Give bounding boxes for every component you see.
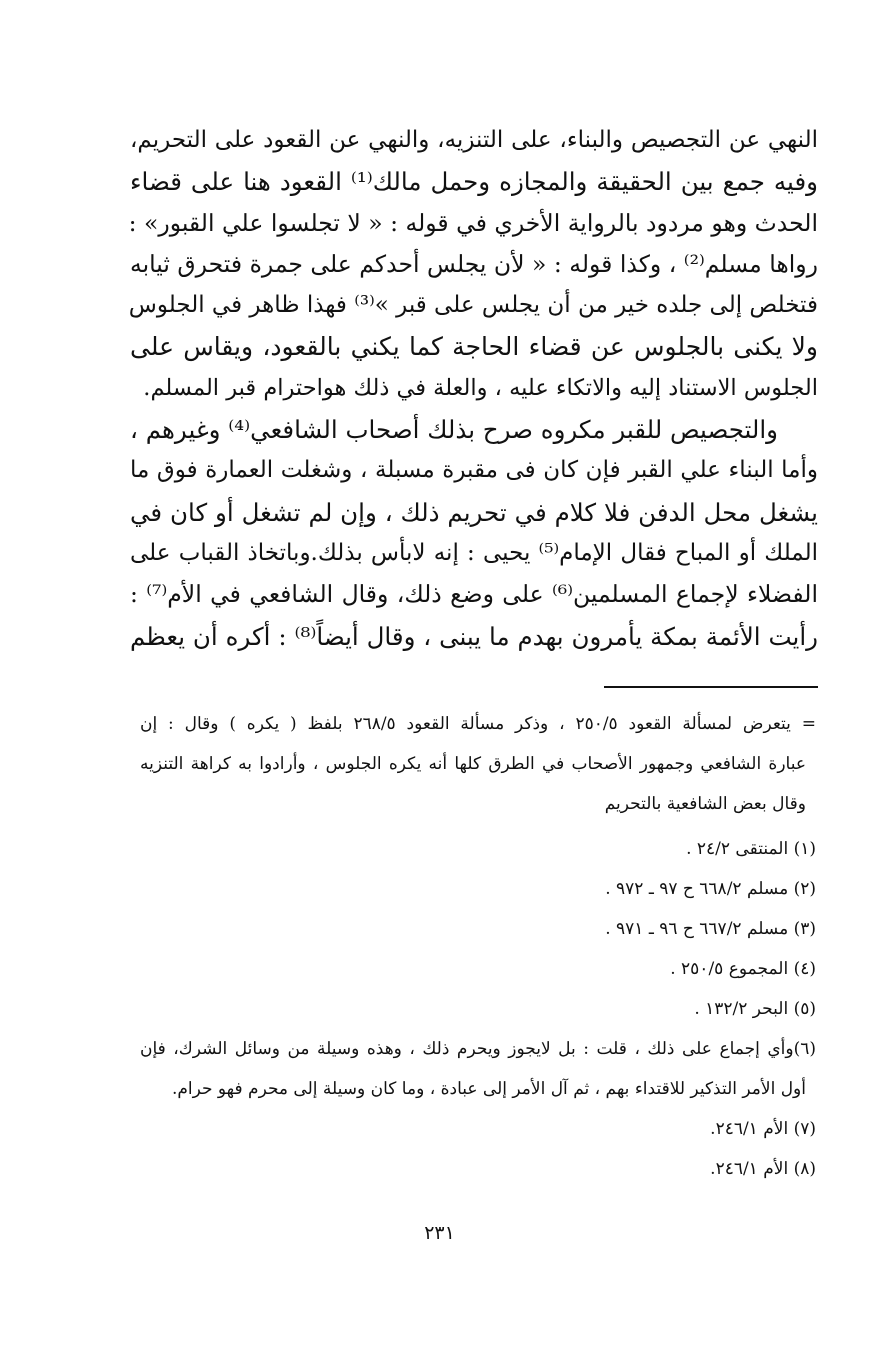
footnote-continuation-line: وقال بعض الشافعية بالتحريم [604, 794, 806, 814]
text-line: رواها مسلم⁽²⁾ ، وكذا قوله : « لأن يجلس أحدكم على جمرة فتحرق ثيابه [130, 249, 818, 278]
text-line: والتجصيص للقبر مكروه صرح بذلك أصحاب الشافعي⁽⁴⁾ وغيرهم ، [130, 415, 779, 445]
footnote-continuation-line: أول الأمر التذكير للاقتداء بهم ، ثم آل الأمر إلى عبادة ، وما كان وسيلة إلى محرم فهو حرام. [171, 1079, 806, 1099]
footnote: (٨) الأم ٢٤٦/١. [710, 1159, 816, 1179]
main-text [130, 120, 818, 657]
footnote: (٧) الأم ٢٤٦/١. [710, 1119, 816, 1139]
footnote-continuation-line: = يتعرض لمسألة القعود ٢٥٠/٥ ، وذكر مسألة القعود ٢٦٨/٥ بلفظ ( يكره ) وقال : إن [140, 714, 816, 734]
footnote: (٢) مسلم ٦٦٨/٢ ح ٩٧ ـ ٩٧٢ . [605, 879, 816, 899]
footnote: (٥) البحر ١٣٢/٢ . [694, 999, 816, 1019]
footnote: (٦)وأي إجماع على ذلك ، قلت : بل لايجوز ويحرم ذلك ، وهذه وسيلة من وسائل الشرك، فإن [140, 1039, 816, 1059]
text-line: يشغل محل الدفن فلا كلام في تحريم ذلك ، وإن لم تشغل أو كان في [130, 497, 818, 527]
text-line: وفيه جمع بين الحقيقة والمجازه وحمل مالك⁽¹⁾ القعود هنا على قضاء [130, 167, 818, 197]
footnote-continuation-line: عبارة الشافعي وجمهور الأصحاب في الطرق كلها أنه يكره الجلوس ، وأرادوا به كراهة التنزيه [140, 754, 806, 774]
footnote-separator [604, 686, 818, 688]
text-line: ولا يكنى بالجلوس عن قضاء الحاجة كما يكني بالقعود، ويقاس على [130, 332, 818, 362]
text-line: الجلوس الاستناد إليه والاتكاء عليه ، والعلة في ذلك هواحترام قبر المسلم. [143, 374, 818, 401]
text-line: وأما البناء علي القبر فإن كان فى مقبرة مسبلة ، وشغلت العمارة فوق ما [130, 457, 818, 484]
text-line: الحدث وهو مردود بالرواية الأخري في قوله : « لا تجلسوا علي القبور» : [128, 208, 818, 237]
page-number: ٢٣١ [424, 1222, 455, 1244]
text-line: النهي عن التجصيص والبناء، على التنزيه، والنهي عن القعود على التحريم، [130, 127, 818, 153]
text-line: الفضلاء لإجماع المسلمين⁽⁶⁾ على وضع ذلك، وقال الشافعي في الأم⁽⁷⁾ : [130, 580, 818, 609]
footnotes [140, 704, 816, 1189]
footnote: (٤) المجموع ٢٥٠/٥ . [670, 959, 816, 979]
text-line: الملك أو المباح فقال الإمام⁽⁵⁾ يحيى : إنه لابأس بذلك.وباتخاذ القباب على [130, 539, 819, 566]
footnote: (١) المنتقى ٢٤/٢ . [686, 839, 816, 859]
footnote: (٣) مسلم ٦٦٧/٢ ح ٩٦ ـ ٩٧١ . [605, 919, 816, 939]
text-line: فتخلص إلى جلده خير من أن يجلس على قبر »⁽³⁾ فهذا ظاهر في الجلوس [128, 292, 818, 319]
text-line: رأيت الأئمة بمكة يأمرون بهدم ما يبنى ، وقال أيضاً⁽⁸⁾ : أكره أن يعظم [130, 621, 818, 651]
